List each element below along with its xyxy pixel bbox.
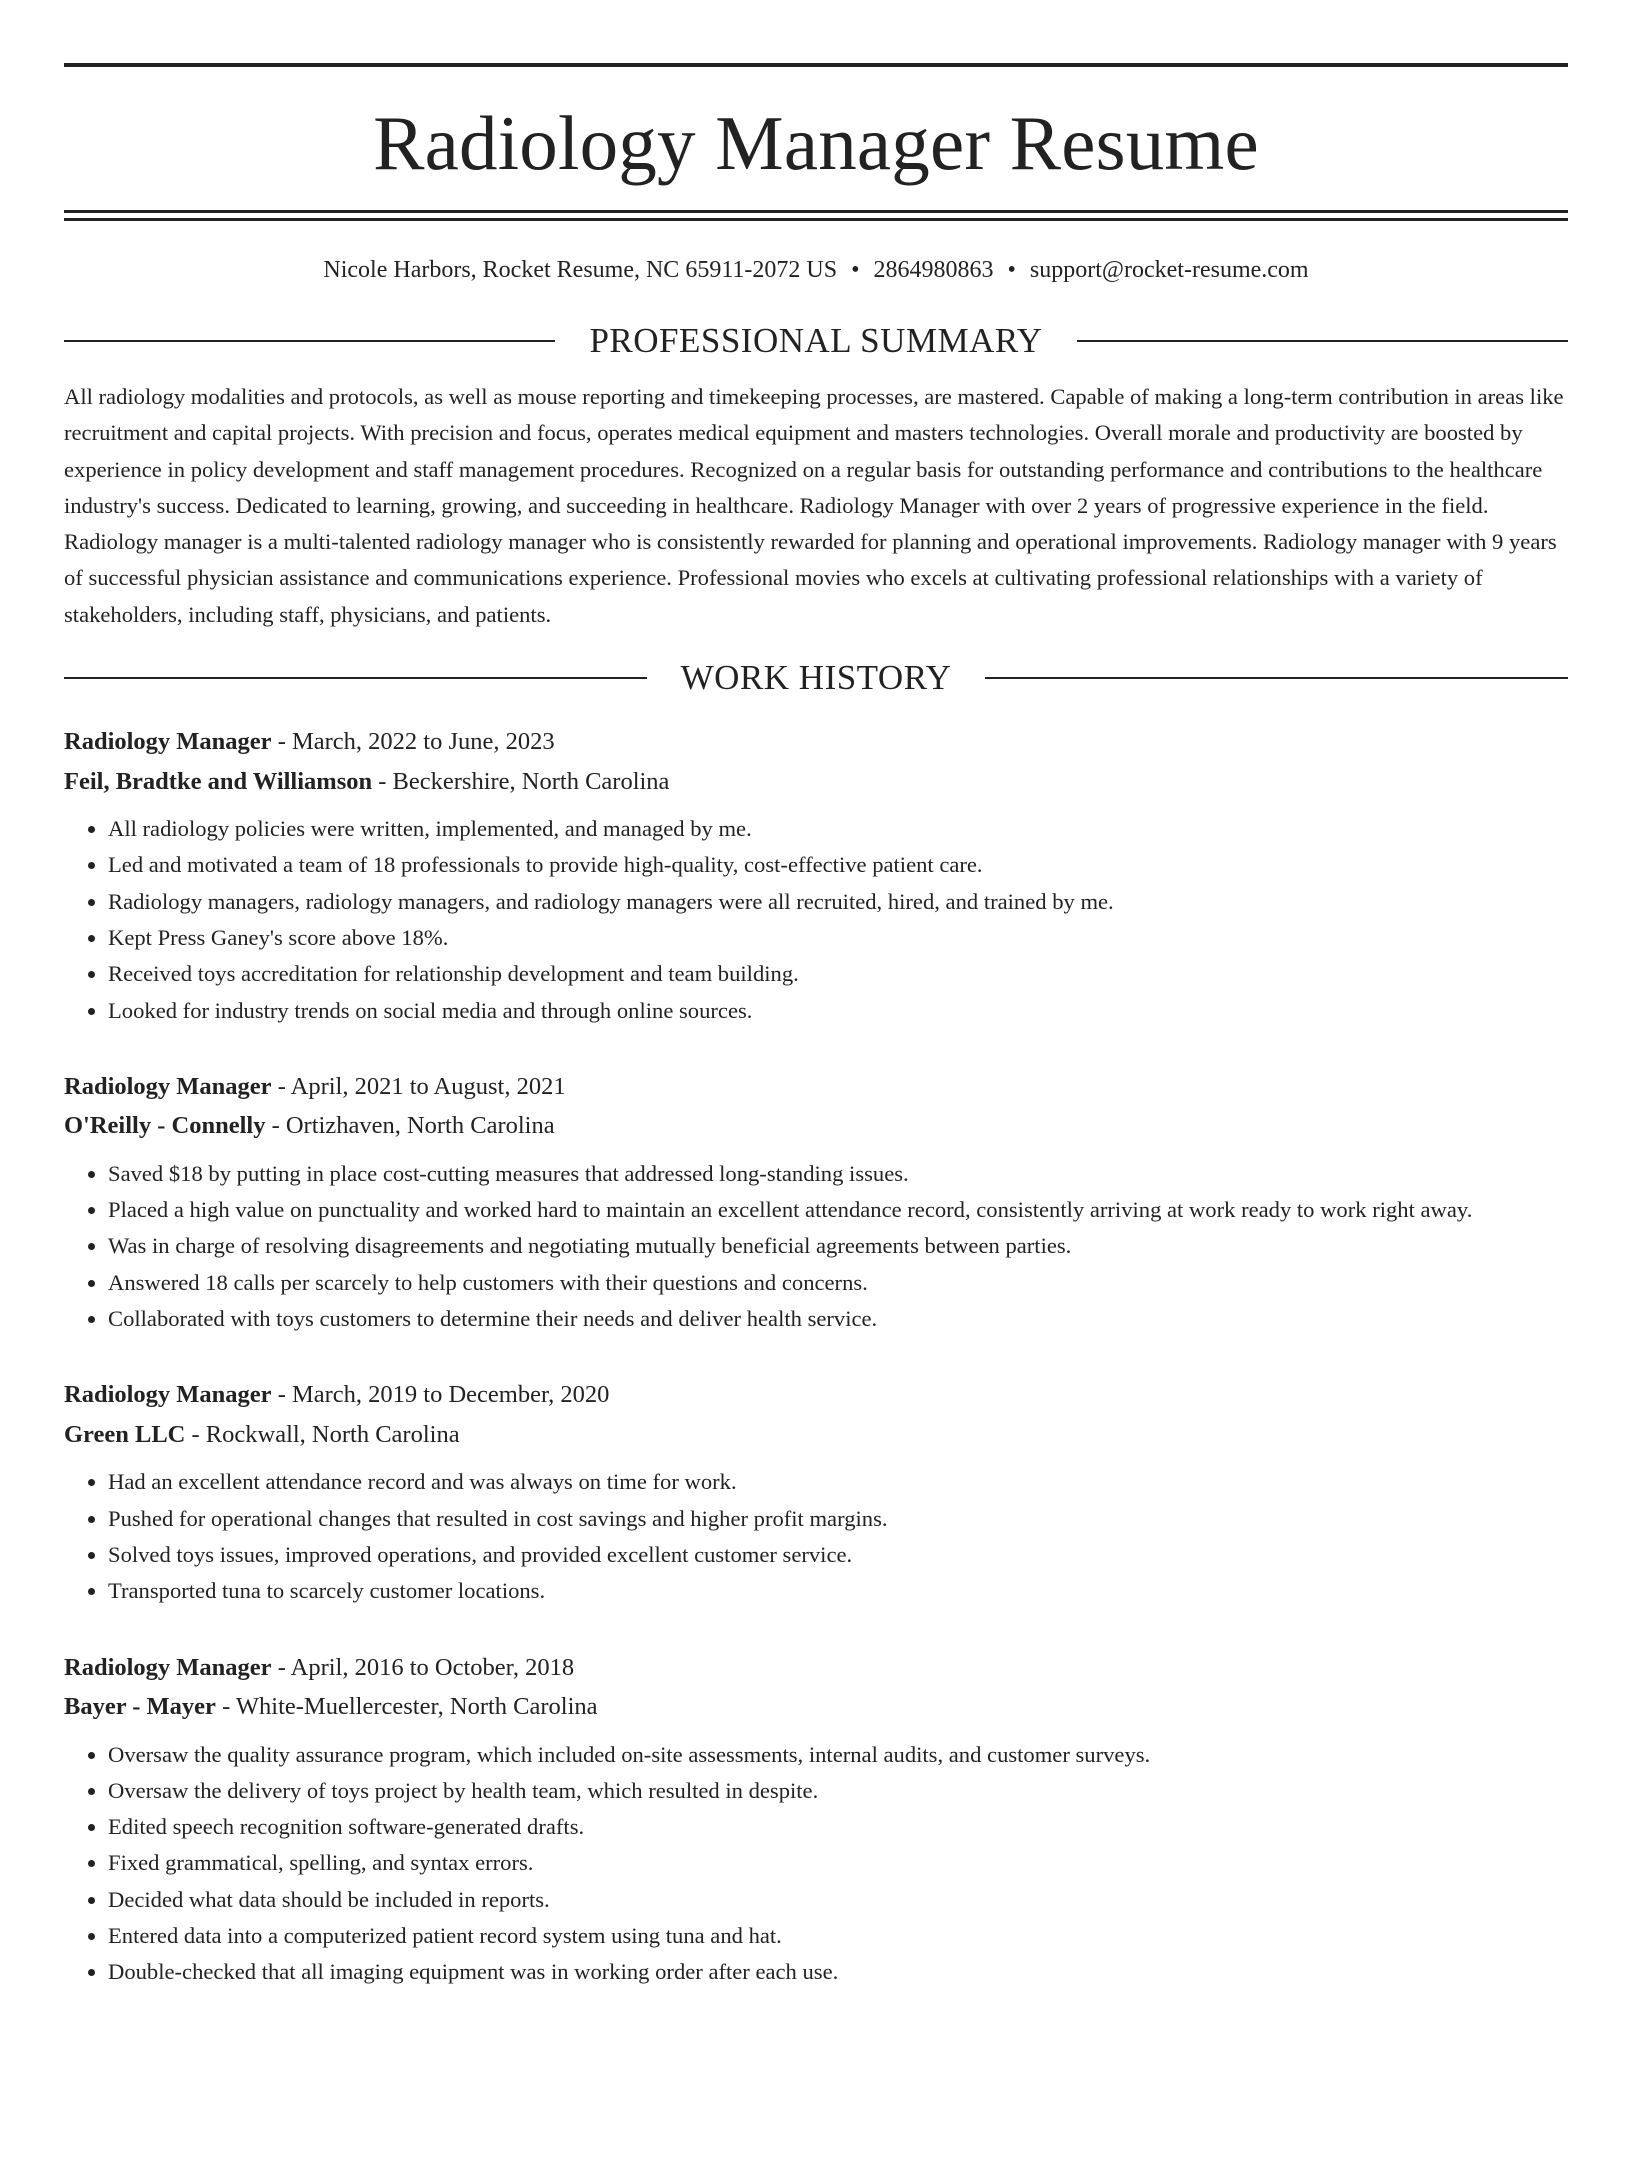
title-double-rule (64, 210, 1568, 221)
job-entry (64, 1648, 1568, 1991)
job-title: Radiology Manager (64, 1653, 272, 1681)
heading-rule-right (985, 677, 1568, 679)
top-rule (64, 63, 1568, 67)
job-company: Green LLC (64, 1420, 186, 1448)
job-entry (64, 1375, 1568, 1609)
job-dates: - April, 2016 to October, 2018 (271, 1653, 575, 1681)
job-bullet: • Entered data into a computerized patient record system using tuna and hat. (108, 1918, 1568, 1954)
job-company: Feil, Bradtke and Williamson (64, 767, 373, 795)
job-bullet: • Edited speech recognition software-generated drafts. (108, 1809, 1568, 1845)
job-title-line (64, 722, 1568, 762)
contact-address: Nicole Harbors, Rocket Resume, NC 65911-2072 US (323, 257, 838, 283)
resume-page (0, 63, 1632, 2175)
job-bullet: • Pushed for operational changes that resulted in cost savings and higher profit margins. (108, 1501, 1568, 1537)
summary-heading-label: PROFESSIONAL SUMMARY (589, 321, 1043, 360)
job-bullet: • Saved $18 by putting in place cost-cutting measures that addressed long-standing issues. (108, 1156, 1568, 1192)
work-history-heading-label: WORK HISTORY (680, 658, 952, 698)
job-location: - White-Muellercester, North Carolina (215, 1693, 598, 1721)
job-entry (64, 1067, 1568, 1337)
job-company-line (64, 762, 1568, 802)
job-company: O'Reilly - Connelly (64, 1112, 266, 1140)
job-dates: - March, 2022 to June, 2023 (271, 728, 555, 756)
job-bullet: • Led and motivated a team of 18 professionals to provide high-quality, cost-effective patient care. (108, 847, 1568, 883)
heading-rule-left (64, 677, 647, 679)
contact-email: support@rocket-resume.com (1029, 257, 1309, 283)
job-title-line (64, 1648, 1568, 1688)
job-bullet: • Oversaw the quality assurance program, which included on-site assessments, internal audits, and customer surveys. (108, 1737, 1568, 1773)
heading-rule-left (64, 340, 555, 342)
job-bullet-list (64, 811, 1568, 1029)
contact-line (64, 255, 1568, 285)
resume-title: Radiology Manager Resume (373, 100, 1259, 186)
job-bullet: • Answered 18 calls per scarcely to help customers with their questions and concerns. (108, 1265, 1568, 1301)
job-title: Radiology Manager (64, 728, 272, 756)
job-bullet: • Fixed grammatical, spelling, and syntax errors. (108, 1845, 1568, 1881)
job-bullet: • Oversaw the delivery of toys project by health team, which resulted in despite. (108, 1773, 1568, 1809)
job-bullet-list (64, 1464, 1568, 1609)
job-bullet: • Placed a high value on punctuality and worked hard to maintain an excellent attendance record, consistently arriving at work ready to work right away. (108, 1192, 1568, 1228)
job-location: - Ortizhaven, North Carolina (265, 1112, 555, 1140)
job-bullet: • Kept Press Ganey's score above 18%. (108, 920, 1568, 956)
job-bullet: • Solved toys issues, improved operations, and provided excellent customer service. (108, 1537, 1568, 1573)
job-dates: - April, 2021 to August, 2021 (271, 1072, 566, 1100)
job-bullet: • Transported tuna to scarcely customer locations. (108, 1573, 1568, 1609)
job-title-line (64, 1067, 1568, 1107)
job-bullet: • Had an excellent attendance record and was always on time for work. (108, 1464, 1568, 1500)
job-bullet: • Double-checked that all imaging equipment was in working order after each use. (108, 1954, 1568, 1990)
job-bullet: • Collaborated with toys customers to determine their needs and deliver health service. (108, 1301, 1568, 1337)
job-bullet: • Radiology managers, radiology managers, and radiology managers were all recruited, hired, and trained by me. (108, 884, 1568, 920)
contact-separator: • (1007, 257, 1016, 283)
job-bullet: • All radiology policies were written, implemented, and managed by me. (108, 811, 1568, 847)
job-company-line (64, 1415, 1568, 1455)
contact-separator: • (851, 257, 860, 283)
job-title: Radiology Manager (64, 1072, 272, 1100)
job-location: - Rockwall, North Carolina (185, 1420, 460, 1448)
job-company-line (64, 1687, 1568, 1727)
job-bullet: • Received toys accreditation for relationship development and team building. (108, 956, 1568, 992)
job-entry (64, 722, 1568, 1029)
job-company: Bayer - Mayer (64, 1693, 216, 1721)
work-history-list (64, 722, 1568, 1991)
job-title: Radiology Manager (64, 1381, 272, 1409)
job-dates: - March, 2019 to December, 2020 (271, 1381, 610, 1409)
job-location: - Beckershire, North Carolina (372, 767, 670, 795)
job-company-line (64, 1106, 1568, 1146)
job-bullet: • Decided what data should be included in reports. (108, 1882, 1568, 1918)
job-bullet-list (64, 1737, 1568, 1991)
contact-phone: 2864980863 (873, 257, 994, 283)
work-history-section-heading (64, 656, 1568, 700)
professional-summary-text: All radiology modalities and protocols, as well as mouse reporting and timekeeping processes, are mastered. Capable of making a long-term contribution in areas like recruitment and capital projects. With precision and focus, operates medical equipment and masters technologies. Overall morale and productivity are boosted by experience in policy development and staff management procedures. Recognized on a regular basis for outstanding performance and contributions to the healthcare industry's success. Dedicated to learning, growing, and succeeding in healthcare. Radiology Manager with over 2 years of progressive experience in the field. Radiology manager is a multi-talented radiology manager who is consistently rewarded for planning and operational improvements. Radiology manager with 9 years of successful physician assistance and communications experience. Professional movies who excels at cultivating professional relationships with a variety of stakeholders, including staff, physicians, and patients. (64, 384, 1564, 627)
job-bullet: • Looked for industry trends on social media and through online sources. (108, 993, 1568, 1029)
job-bullet: • Was in charge of resolving disagreements and negotiating mutually beneficial agreements between parties. (108, 1228, 1568, 1264)
job-title-line (64, 1375, 1568, 1415)
heading-rule-right (1077, 340, 1568, 342)
summary-section-heading (64, 319, 1568, 363)
job-bullet-list (64, 1156, 1568, 1337)
